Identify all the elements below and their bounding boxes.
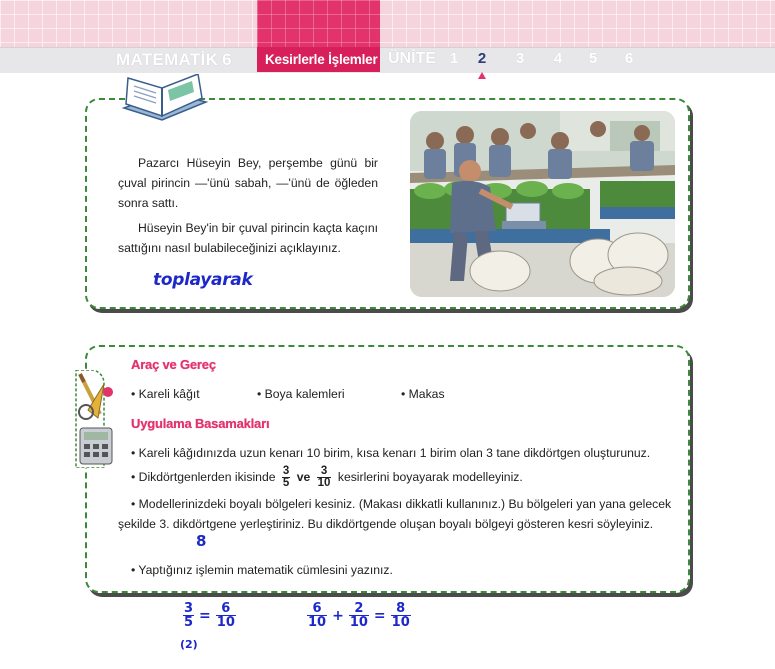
unit-6[interactable]: 6 — [624, 50, 634, 67]
hw-fraction — [216, 602, 236, 629]
hw-fraction — [183, 602, 194, 629]
step-2 — [131, 466, 687, 489]
step-2-and: ve — [296, 470, 311, 484]
hw-fraction — [307, 602, 327, 629]
material-crayons: • Boya kalemleri — [257, 387, 345, 401]
hw-equals: = — [373, 607, 386, 624]
steps-heading: Uygulama Basamakları — [131, 416, 270, 431]
unit-2-active[interactable]: 2 — [477, 50, 487, 67]
materials-heading: Araç ve Gereç — [131, 357, 216, 372]
handwritten-step-3-answer: 8 — [196, 532, 207, 550]
hw-equals: = — [199, 607, 211, 624]
step-3: • Modellerinizdeki boyalı bölgeleri kesiniz. (Makası dikkatli kullanınız.) Bu bölgeleri yan yana gelecek şekilde 3. dikdörtgene yerleştiriniz. Bu dikdörtgende oluşan boyalı bölgeyi gösteren kesri söyleyiniz. — [118, 497, 672, 531]
fraction-3-5 — [282, 466, 290, 489]
fraction-numerator: 3 — [317, 466, 332, 478]
unit-label: ÜNİTE — [388, 50, 436, 67]
material-scissors: • Makas — [401, 387, 445, 401]
handwritten-note: (2) — [180, 638, 198, 651]
unit-1[interactable]: 1 — [449, 50, 459, 67]
step-1: • Kareli kâğıdınızda uzun kenarı 10 birim, kısa kenarı 1 birim olan 3 tane dikdörtgen oluşturunuz. — [131, 446, 651, 460]
step-2-text-start: • Dikdörtgenlerden ikisinde — [131, 470, 276, 484]
hw-denominator: 10 — [349, 615, 368, 630]
unit-3[interactable]: 3 — [515, 50, 525, 67]
intro-text — [118, 153, 378, 263]
subject-name: MATEMATİK — [116, 50, 219, 69]
material-graph-paper: • Kareli kâğıt — [131, 387, 200, 401]
intro-paragraph-2: Hüseyin Bey'in bir çuval pirincin kaçta kaçını sattığını nasıl bulabileceğinizi açıklayınız. — [118, 221, 378, 255]
tools-icon — [74, 370, 118, 468]
hw-numerator: 6 — [216, 602, 236, 616]
hw-denominator: 10 — [216, 615, 235, 630]
hw-denominator: 5 — [184, 615, 194, 630]
handwritten-equation-2 — [304, 602, 414, 629]
hw-numerator: 8 — [391, 602, 411, 616]
hw-denominator: 10 — [391, 615, 410, 630]
step-2-text-end: kesirlerini boyayarak modelleyiniz. — [337, 470, 523, 484]
open-book-icon — [118, 74, 210, 128]
hw-fraction — [349, 602, 369, 629]
hw-plus: + — [332, 607, 344, 624]
grade-number: 6 — [222, 50, 232, 69]
hw-numerator: 6 — [307, 602, 327, 616]
hw-denominator: 10 — [308, 615, 327, 630]
fraction-numerator: 3 — [282, 465, 290, 478]
unit-5[interactable]: 5 — [588, 50, 598, 67]
intro-paragraph-1: Pazarcı Hüseyin Bey, perşembe günü bir çuval pirincin —'ünü sabah, —'ünü de öğleden sonra sattı. — [118, 156, 378, 210]
market-scene-illustration — [410, 111, 675, 297]
handwritten-equation-1 — [180, 602, 239, 629]
fraction-denominator: 10 — [317, 477, 331, 490]
topic-title: Kesirlerle İşlemler — [265, 52, 378, 67]
active-unit-marker-icon — [478, 72, 486, 79]
subject-title — [116, 50, 232, 70]
fraction-denominator: 5 — [282, 477, 290, 490]
fraction-3-10 — [317, 466, 332, 489]
hw-numerator: 2 — [349, 602, 369, 616]
handwritten-answer: toplayarak — [153, 270, 253, 290]
unit-4[interactable]: 4 — [553, 50, 563, 67]
step-4: • Yaptığınız işlemin matematik cümlesini yazınız. — [131, 563, 393, 577]
hw-numerator: 3 — [184, 601, 194, 616]
hw-fraction — [391, 602, 411, 629]
